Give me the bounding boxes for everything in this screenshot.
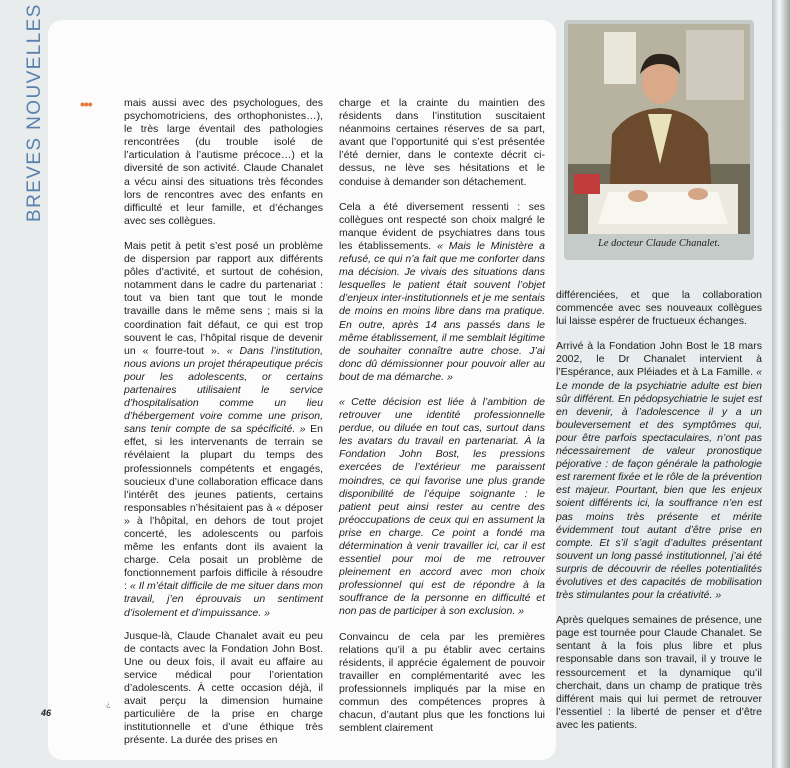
- paragraph: [556, 340, 762, 602]
- article-column-2: [339, 97, 545, 747]
- page-spine: [772, 0, 790, 768]
- quote-paragraph: « Cette décision est liée à l’ambition de retrouver une identité professionnelle perdue, ou diluée en tout cas, surtout dans les avatars du travail en partenariat. À la Fondation John Bost, les pressions exercées de l’extérieur me paraissent moindres, ce qui favorise une plus grande disponibilité de l’équipe soignante : le patient peut ainsi rester au centre des préoccupations de ceux qui en assument la prise en charge. Ce point a fondé ma détermination à venir travailler ici, car il est essentiel pour moi de me retrouver pleinement en accord avec mon choix professionnel qui est de répondre à la souffrance de la personne en difficulté et non pas de participer à son exclusion. »: [339, 395, 545, 618]
- page-number: 46: [41, 708, 52, 718]
- paragraph-part: Cela a été diversement ressenti : ses collègues ont respecté son choix malgré le manque évident de psychiatres dans tous les établissements.: [339, 200, 545, 252]
- photo-frame: [564, 20, 754, 260]
- paragraph: [339, 201, 545, 384]
- paragraph: mais aussi avec des psychologues, des psychomotriciens, des orthophonistes…), le très large éventail des pathologies rencontrées (du trouble isolé de l’articulation à l’autisme précoce…) et la diversité de son activité. Claude Chanalet a vécu ainsi des situations très fécondes lors de rencontres avec des enfants en difficulté et leur famille, et d’échanges avec ses collègues.: [124, 97, 323, 227]
- paragraph: [124, 240, 323, 620]
- paragraph: Jusque-là, Claude Chanalet avait eu peu de contacts avec la Fondation John Bost. Une ou deux fois, il avait eu affaire au service médical pour l’orientation d’adolescents. À cette occasion déjà, il avait perçu la dimension humaine particulière de la prise en charge institutionnelle et d’une éthique très présente. La durée des prises en: [124, 629, 323, 747]
- article-column-3: [556, 289, 762, 744]
- portrait-illustration: [568, 24, 750, 234]
- quote: « Dans l’institution, nous avions un projet thérapeutique précis pour les adolescents, or certains partenaires utilisaient le service d’hospitalisation comme un lieu d’hébergement voire comme une prison, sans tenir compte de sa spécificité. »: [124, 344, 323, 436]
- margin-mark: ¿: [106, 700, 111, 709]
- quote: « Mais le Ministère a refusé, ce qui n’a fait que me conforter dans ma décision. Je vivais des situations dans lesquelles le patient était souvent l’objet d’enjeux inter-institutionnels et je me sentais de moins en moins libre dans ma pratique. En outre, après 14 ans passés dans le même établissement, il me semblait légitime de souhaiter connaître autre chose. J’ai donc dû démissionner pour pouvoir aller au bout de ma démarche. »: [339, 239, 546, 383]
- quote: « Le monde de la psychiatrie adulte est bien sûr différent. En pédopsychiatrie le sujet est en devenir, à l’adolescence il y a un bouleversement et des symptômes qui, pour être parfois spectaculaires, n’ont pas nécessairement de valeur pronostique péjorative : de façon générale la pathologie est rarement fixée et le rôle de la prévention est majeur. Pourtant, bien que les enjeux soient différents ici, la souffrance n’en est pas moins très présente et mérite évidemment tout autant d’être prise en compte. Et s’il s’agit d’adultes présentant souvent un long passé institutionnel, j’ai été surpris de découvrir de réelles potentialités évolutives et des capacités de mobilisation très stimulantes pour la créativité. »: [556, 366, 762, 602]
- paragraph: Convaincu de cela par les premières relations qu’il a pu établir avec certains résidents, il apprécie également de pouvoir travailler en complémentarité avec les professionnels impliqués par la mise en commun des compétences propres à chacun, d’autant plus que les fonctions lui semblent clairement: [339, 630, 545, 735]
- paragraph-part: Mais petit à petit s’est posé un problème de dispersion par rapport aux différents pôles d’activité, et surtout de cohésion, notamment dans le cadre du partenariat : tout va bien tant que tout le monde travaille dans le même sens ; mais si la coordination fait défaut, ce qui est trop souvent le cas, l’hôpital risque de devenir un « fourre-tout ».: [124, 239, 323, 357]
- quote: « Il m’était difficile de me situer dans mon travail, j’en éprouvais un sentiment d’isolement et d’impuissance. »: [124, 580, 323, 619]
- photo-caption: Le docteur Claude Chanalet.: [598, 238, 720, 249]
- paragraph: charge et la crainte du maintien des résidents dans l’institution suscitaient néanmoins certaines réserves de sa part, avant que l’opportunité qui s’est présentée l’été dernier, dans le contexte décrit ci-dessus, ne lève ses hésitations et le conduise à demander son détachement.: [339, 97, 545, 188]
- paragraph-part: Arrivé à la Fondation John Bost le 18 mars 2002, le Dr Chanalet intervient à l’Espérance, aux Pléiades et à La Famille.: [556, 340, 762, 379]
- section-title: BREVES NOUVELLES: [24, 3, 45, 222]
- paragraph: Après quelques semaines de présence, une page est tournée pour Claude Chanalet. Se sentant à la fois plus libre et plus responsable dans son travail, il y trouve le ressourcement et la dynamique qu’il cherchait, dans un champ de pratique très différent mais qui lui permet de retrouver l’essentiel : la liberté de penser et d’être avec les patients.: [556, 614, 762, 731]
- portrait-photo: [568, 24, 750, 234]
- paragraph: différenciées, et que la collaboration commencée avec ses nouveaux collègues lui laisse espérer de fructueux échanges.: [556, 289, 762, 328]
- section-sidebar: [0, 0, 44, 768]
- paragraph-part: En effet, si les intervenants de terrain se révélaient la plupart du temps des professionnels compétents et engagés, soucieux d’une collaboration efficace dans l’intérêt des jeunes patients, certains responsables n’hésitaient pas à « déposer » à l’hôpital, en dehors de tout projet concerté, les adolescents ou parfois même les enfants dont ils avaient la charge. Cela posait un problème de fonctionnement parfois difficile à résoudre :: [124, 423, 323, 593]
- orange-bullet-icon: •••: [80, 96, 92, 112]
- article-column-1: [124, 97, 323, 760]
